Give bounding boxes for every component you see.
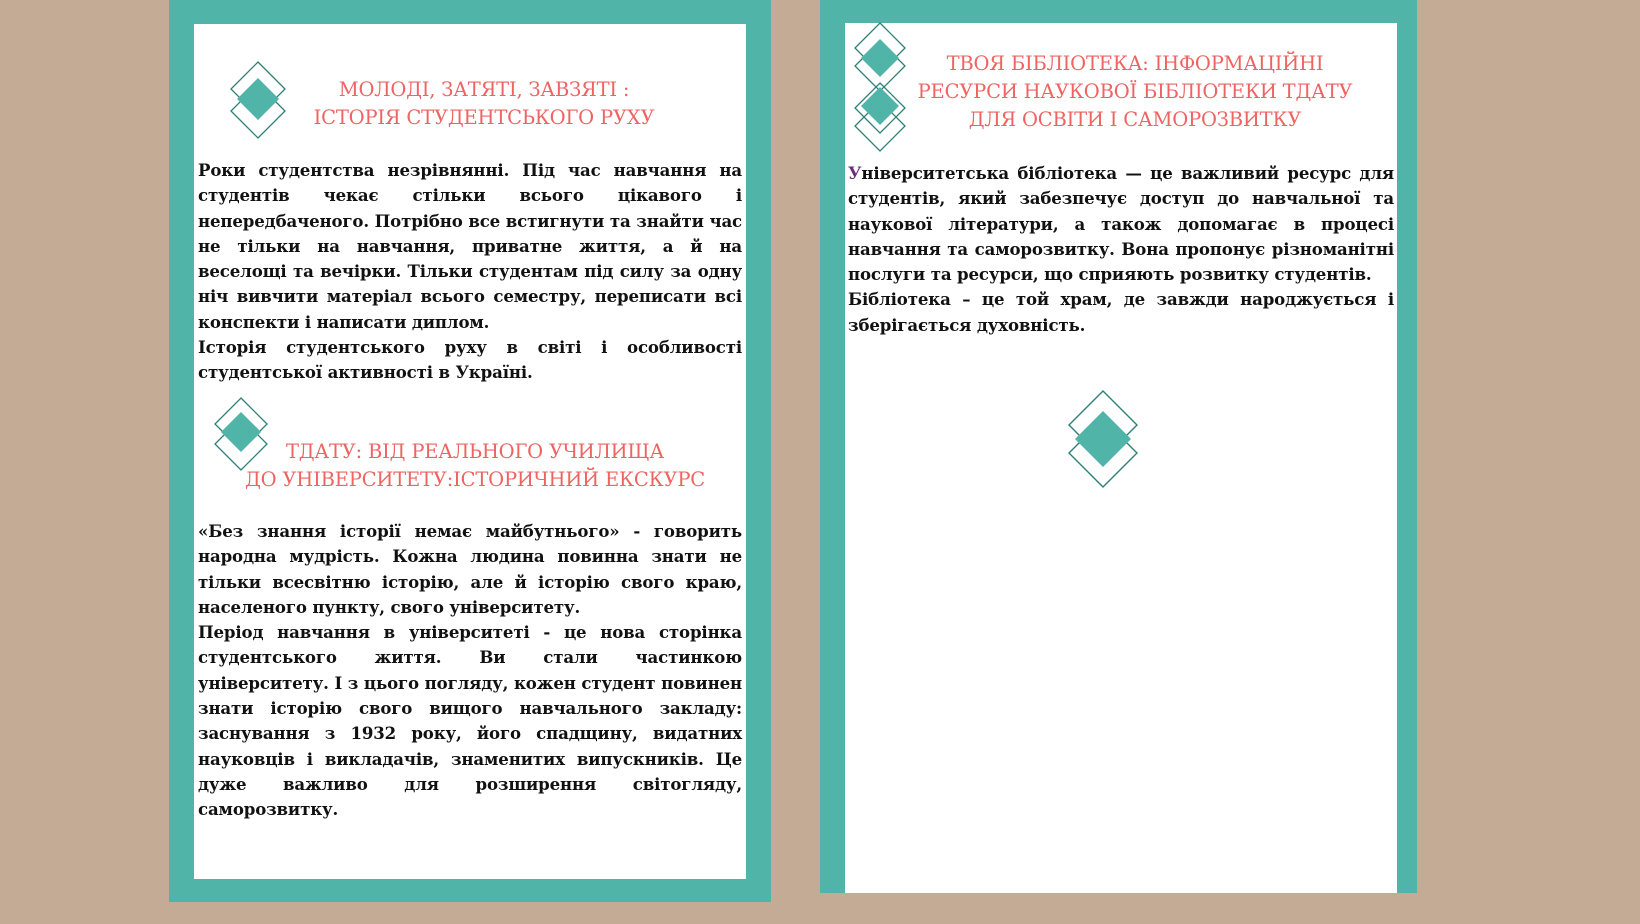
section1-title <box>284 76 684 132</box>
section2-title-line1: ТДАТУ: ВІД РЕАЛЬНОГО УЧИЛИЩА <box>285 440 665 463</box>
section1-body <box>198 158 742 386</box>
section1-title-line2: ІСТОРІЯ СТУДЕНТСЬКОГО РУХУ <box>313 106 655 129</box>
diamond-ornament-icon <box>1067 389 1139 491</box>
section2-paragraph2: Період навчання в університеті - це нова сторінка студентського життя. Ви стали частинкою університету. І з цього погляду, кожен студент повинен знати історію свого вищого навчального закладу: заснування з 1932 року, його спадщину, видатних науковців і викладачів, знаменитих випускників. Це дуже важливо для розширення світогляду, саморозвитку. <box>198 622 742 820</box>
library-title <box>895 50 1375 134</box>
section1-paragraph2: Історія студентського руху в світі і особливості студентської активності в Україні. <box>198 337 742 383</box>
section2-paragraph1: «Без знання історії немає майбутнього» - говорить народна мудрість. Кожна людина повинна знати не тільки всесвітню історію, але й історію свого краю, населеного пункту, свого університету. <box>198 521 742 617</box>
library-title-line3: ДЛЯ ОСВІТИ І САМОРОЗВИТКУ <box>968 108 1302 131</box>
section1-title-line1: МОЛОДІ, ЗАТЯТІ, ЗАВЗЯТІ : <box>338 78 630 101</box>
right-page <box>845 23 1397 893</box>
left-page-frame <box>169 0 771 902</box>
library-paragraph1-text: ніверситетська бібліотека — це важливий ресурс для студентів, який забезпечує доступ до навчальної та наукової літератури, а також допомагає в процесі навчання та саморозвитку. Вона пропонує різноманітні послуги та ресурси, що сприяють розвитку студентів. <box>848 163 1394 285</box>
section1-paragraph1: Роки студентства незрівнянні. Під час навчання на студентів чекає стільки всього цікавого і непередбаченого. Потрібно все встигнути та знайти час не тільки на навчання, приватне життя, а й на веселощі та вечірки. Тільки студентам під силу за одну ніч вивчити матеріал всього семестру, переписати всі конспекти і написати диплом. <box>198 160 742 332</box>
library-title-line2: РЕСУРСИ НАУКОВОЇ БІБЛІОТЕКИ ТДАТУ <box>917 80 1353 103</box>
library-first-letter: У <box>848 163 862 183</box>
section2-title-line2: ДО УНІВЕРСИТЕТУ:ІСТОРИЧНИЙ ЕКСКУРС <box>244 468 706 491</box>
section2-body <box>198 519 742 823</box>
library-body <box>848 161 1394 338</box>
diamond-ornament-icon <box>229 60 287 142</box>
library-paragraph2: Бібліотека – це той храм, де завжди народжується і зберігається духовність. <box>848 289 1394 335</box>
left-page <box>194 24 746 879</box>
right-page-frame <box>820 0 1417 893</box>
library-title-line1: ТВОЯ БІБЛІОТЕКА: ІНФОРМАЦІЙНІ <box>946 52 1324 75</box>
library-paragraph1 <box>848 161 1394 287</box>
section2-title <box>220 438 730 494</box>
